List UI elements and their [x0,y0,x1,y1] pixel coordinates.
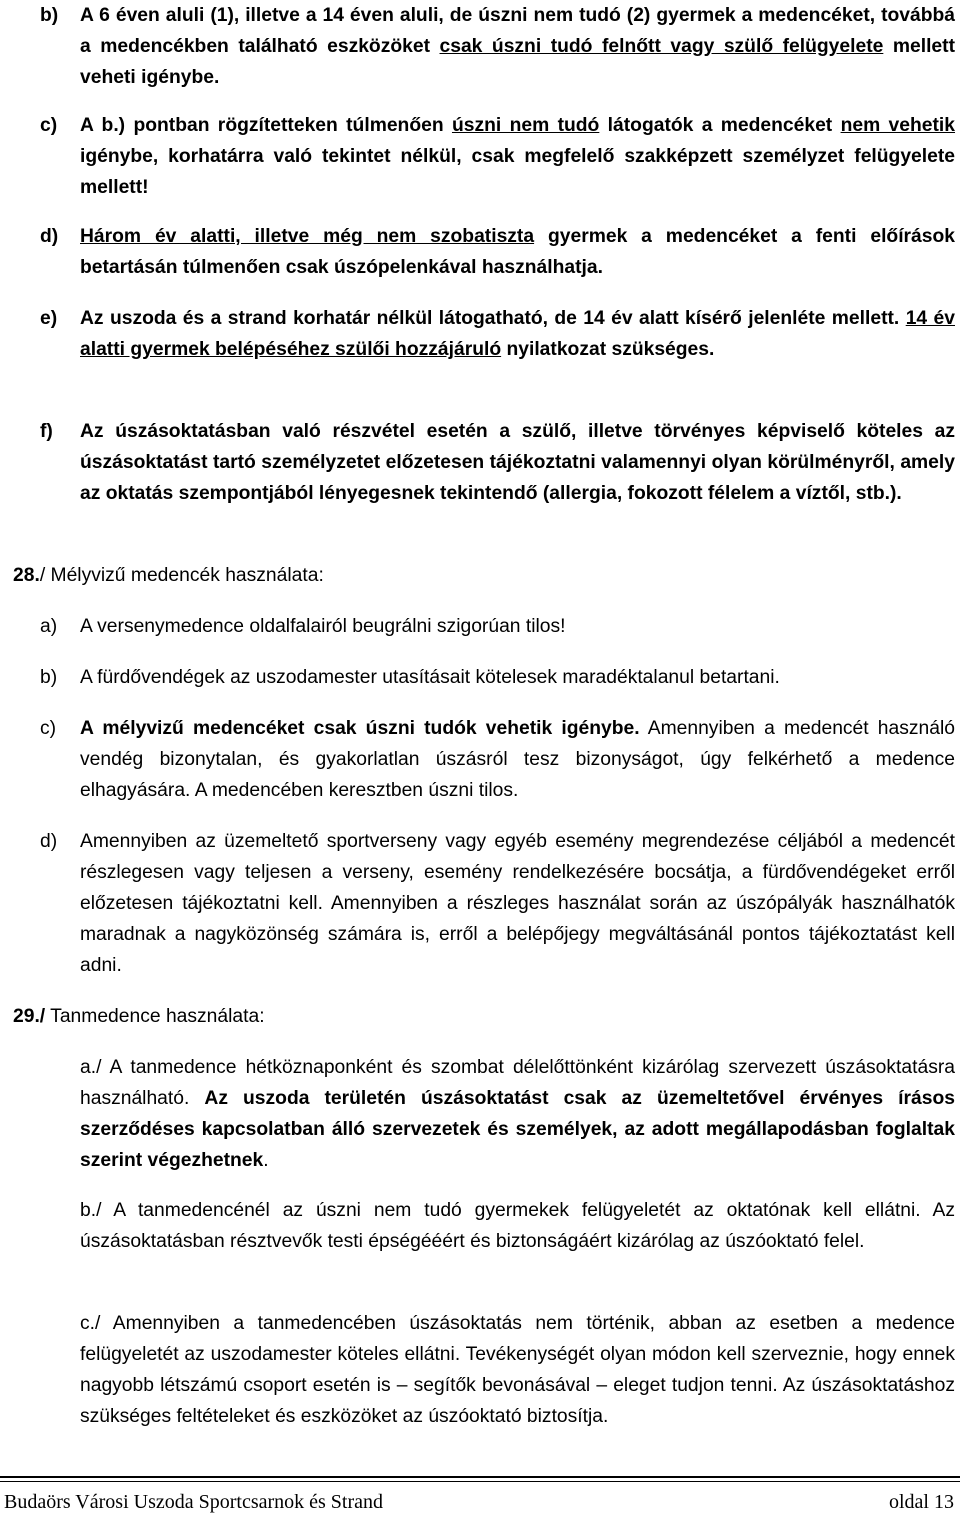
item-text: c./ Amennyiben a tanmedencében úszásoktatás nem történik, abban az esetben a medence felügyeletét az uszodamester köteles ellátni. Tevékenységét olyan módon kell szerveznie, hogy ennek nagyobb létszámú csoport esetén is – segítők bevonásával – eleget tudjon tenni. Az úszásoktatáshoz szükséges feltételeket és eszközöket az úszóoktató biztosítja. [80,1313,955,1427]
item-label: f) [40,421,53,442]
item-text: A mélyvizű medencéket csak úszni tudók vehetik igénybe. Amennyiben a medencét használó vendég bizonytalan, és gyakorlatlan úszásról tesz bizonyságot, úgy felkérhető a medence elhagyására. A medencében keresztben úszni tilos. [80,718,955,801]
item-text: Amennyiben az üzemeltető sportverseny vagy egyéb esemény megrendezése céljából a medencét részlegesen vagy teljesen a verseny, esemény rendelkezésére bocsátja, a fürdővendégeket erről előzetesen tájékoztatni kell. Amennyiben a részleges használat során az úszópályák használhatók maradnak a nagyközönség számára is, erről a belépőjegy megváltásánál pontos tájékoztatást kell adni. [80,831,955,976]
item-text: a./ A tanmedence hétköznaponként és szombat délelőttönként kizárólag szervezett úszásoktatásra használható. Az uszoda területén úszásoktatást csak az üzemeltetővel érvényes írásos szerződéses kapcsolatban álló szervezetek és személyek, az adott megállapodásban foglaltak szerint végezhetnek. [80,1057,955,1171]
item-text: A 6 éven aluli (1), illetve a 14 éven aluli, de úszni nem tudó (2) gyermek a medencéket, továbbá a medencékben található eszközöket csak úszni tudó felnőtt vagy szülő felügyelete mellett veheti igénybe. [80,5,955,88]
item-label: c) [40,115,58,136]
item-text: Az úszásoktatásban való részvétel esetén a szülő, illetve törvényes képviselő köteles az úszásoktatást tartó személyzetet előzetesen tájékoztatni valamennyi olyan körülményről, amely az oktatás szempontjából lényegesnek tekintendő (allergia, fokozott félelem a víztől, stb.). [80,421,955,504]
item-text: Három év alatti, illetve még nem szobatiszta gyermek a medencéket a fenti előírások betartásán túlmenően csak úszópelenkával használhatja. [80,226,956,278]
item-text: A versenymedence oldalfalairól beugrálni szigorúan tilos! [80,616,566,637]
page-number: oldal 13 [889,1491,954,1513]
item-label: a) [40,616,58,637]
item-label: d) [40,226,59,247]
item-label: d) [40,831,58,852]
item-label: b) [40,667,58,688]
footer-rule [0,1476,960,1478]
section-29-heading: 29./ Tanmedence használata: [13,1006,265,1027]
item-label: c) [40,718,57,739]
item-label: b) [40,5,59,26]
footer-rule-thin [0,1481,960,1482]
item-text: b./ A tanmedencénél az úszni nem tudó gyermekek felügyeletét az oktatónak kell ellátni. Az úszásoktatásban résztvevők testi épségééért és biztonságáért kizárólag az úszóoktató felel. [80,1200,955,1252]
item-text: Az uszoda és a strand korhatár nélkül látogatható, de 14 év alatt kísérő jelenléte mellett. 14 év alatti gyermek belépéséhez szülői hozzájáruló nyilatkozat szükséges. [80,308,955,360]
item-text: A b.) pontban rögzítetteken túlmenően úszni nem tudó látogatók a medencéket nem vehetik igénybe, korhatárra való tekintet nélkül, csak megfelelő szakképzett személyzet felügyelete mellett! [80,115,956,198]
item-label: e) [40,308,58,329]
section-28-heading: 28./ Mélyvizű medencék használata: [13,565,324,586]
footer-title: Budaörs Városi Uszoda Sportcsarnok és Strand [4,1491,384,1513]
item-text: A fürdővendégek az uszodamester utasításait kötelesek maradéktalanul betartani. [80,667,780,688]
